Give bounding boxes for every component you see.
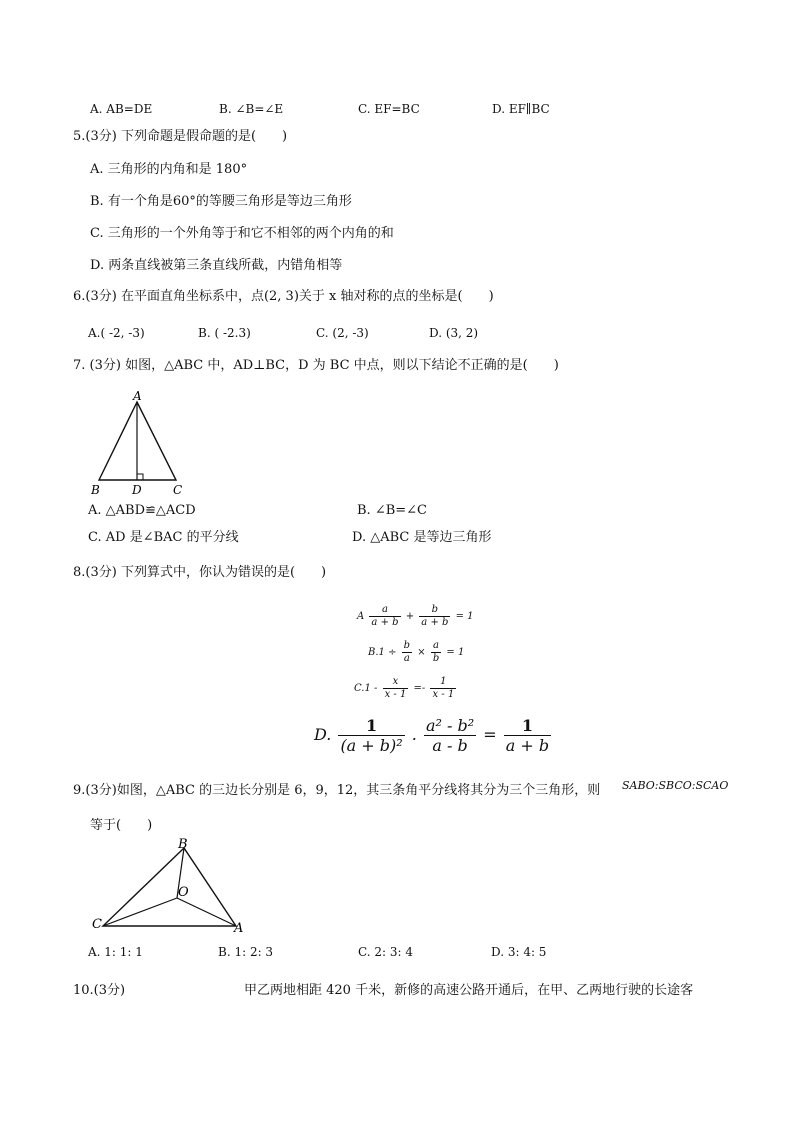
q6-option-a: A.( -2, -3) [88, 326, 145, 340]
q8-expr-a: A $\frac{a}{a + b}$ + $\frac{b}{a + b}$ = 1 [357, 604, 474, 628]
q4-option-b: B. ∠B=∠E [219, 102, 284, 116]
q4-option-d: D. EF∥BC [492, 102, 550, 116]
bisector-co [103, 898, 177, 926]
q10-number: 10.(3分) [73, 983, 126, 998]
q8-expr-d: D. $\frac{1}{\text{(a + b)²}}$ . $\frac{\text{a² - b²}}{a - b}$ = $\frac{1}{a + b}$ [314, 716, 550, 755]
q6-option-b: B. ( -2.3) [198, 326, 251, 340]
q4-option-c: C. EF=BC [358, 102, 420, 116]
q7-triangle-figure [88, 390, 188, 498]
q7-stem: 7. (3分) 如图，△ABC 中，AD⊥BC，D 为 BC 中点，则以下结论不正确的是( ) [73, 358, 559, 373]
q7-option-b: B. ∠B=∠C [357, 503, 427, 518]
q5-stem: 5.(3分) 下列命题是假命题的是( ) [73, 129, 288, 144]
q9-stem: 9.(3分)如图，△ABC 的三边长分别是 6，9，12，其三条角平分线将其分为三个三角形，则 [73, 783, 601, 798]
q4-option-a: A. AB=DE [90, 102, 153, 116]
q9-option-a: A. 1: 1: 1 [88, 945, 143, 959]
label-c: C [173, 483, 183, 497]
right-angle-mark [137, 474, 143, 480]
q5-option-c: C. 三角形的一个外角等于和它不相邻的两个内角的和 [90, 226, 394, 241]
label-b: B [91, 483, 100, 497]
q6-option-c: C. (2, -3) [316, 326, 369, 340]
q8-expr-c: C.1 - $\frac{x}{x - 1}$ =- $\frac{1}{x - 1}$ [354, 676, 455, 700]
triangle-abc [103, 848, 236, 926]
q9-option-c: C. 2: 3: 4 [358, 945, 414, 959]
q9-option-d: D. 3: 4: 5 [491, 945, 547, 959]
label-b: B [178, 837, 188, 852]
q8-stem: 8.(3分) 下列算式中，你认为错误的是( ) [73, 565, 327, 580]
q7-option-d: D. △ABC 是等边三角形 [352, 530, 492, 545]
q9-option-b: B. 1: 2: 3 [218, 945, 274, 959]
q7-option-c: C. AD 是∠BAC 的平分线 [88, 530, 239, 545]
q9-triangle-figure [88, 834, 258, 938]
label-a: A [133, 390, 142, 403]
q7-option-a: A. △ABD≌△ACD [88, 503, 196, 518]
label-d: D [132, 483, 142, 497]
q5-option-a: A. 三角形的内角和是 180° [90, 162, 248, 177]
q5-option-b: B. 有一个角是60°的等腰三角形是等边三角形 [90, 194, 352, 209]
label-o: O [178, 885, 189, 900]
q8-expr-b: B.1 ÷ $\frac{b}{a}$ × $\frac{a}{b}$ = 1 [368, 640, 465, 664]
q6-option-d: D. (3, 2) [429, 326, 479, 340]
label-a: A [234, 921, 244, 936]
q6-stem: 6.(3分) 在平面直角坐标系中，点(2, 3)关于 x 轴对称的点的坐标是( ) [73, 289, 494, 304]
q9-stem-continued: 等于( ) [90, 818, 153, 833]
label-c: C [92, 917, 102, 932]
q9-area-ratio: SABO:SBCO:SCAO [622, 779, 729, 792]
q10-stem: 甲乙两地相距 420 千米，新修的高速公路开通后，在甲、乙两地行驶的长途客 [244, 983, 694, 998]
q5-option-d: D. 两条直线被第三条直线所截，内错角相等 [90, 258, 343, 273]
